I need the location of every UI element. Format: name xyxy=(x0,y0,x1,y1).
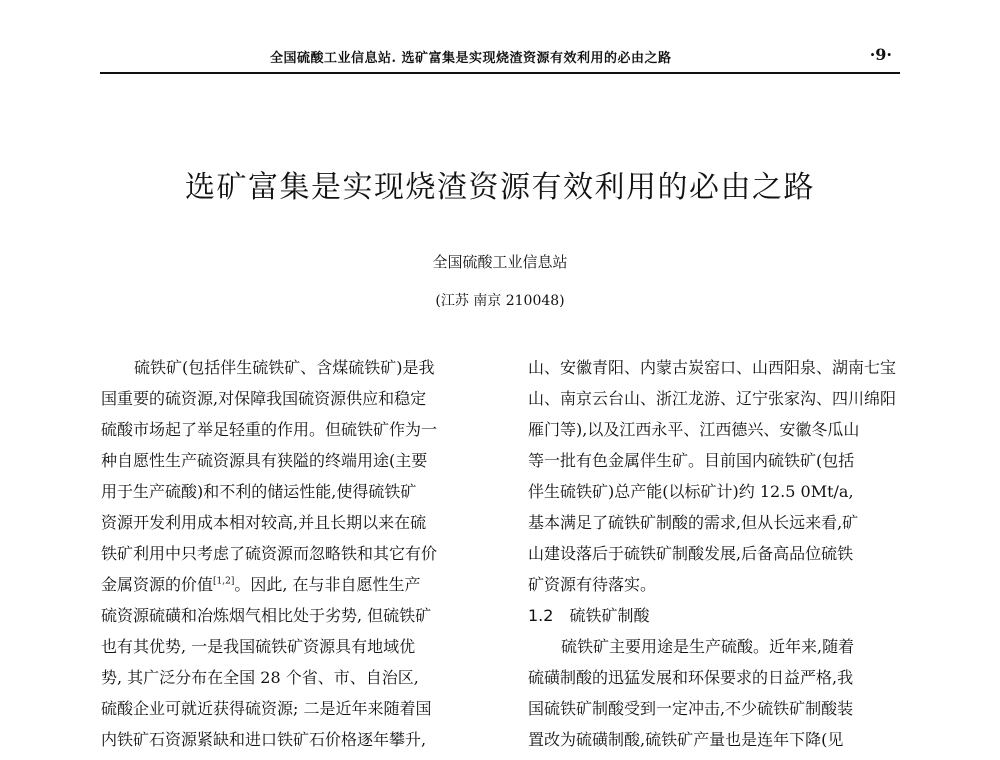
citation-line-suffix: 。因此, 在与非自愿性生产 xyxy=(234,575,421,594)
section-title: 硫铁矿制酸 xyxy=(569,606,650,625)
citation-reference: [1,2] xyxy=(213,576,235,587)
paragraph-line: 置改为硫磺制酸,硫铁矿产量也是连年下降(见 xyxy=(528,730,844,749)
paragraph-line: 硫铁矿(包括伴生硫铁矿、含煤硫铁矿)是我 xyxy=(134,358,435,377)
paragraph-line: 也有其优势, 一是我国硫铁矿资源具有地域优 xyxy=(101,637,416,656)
page-number: ·9· xyxy=(869,45,892,64)
paragraph-line xyxy=(101,569,477,600)
paragraph-line: 山、安徽青阳、内蒙古炭窑口、山西阳泉、湖南七宝 xyxy=(528,358,897,377)
section-number: 1.2 xyxy=(528,606,554,625)
paragraph-line: 种自愿性生产硫资源具有狭隘的终端用途(主要 xyxy=(101,451,428,470)
paragraph-line: 国硫铁矿制酸受到一定冲击,不少硫铁矿制酸装 xyxy=(528,699,854,718)
header-rule xyxy=(100,72,900,74)
article-affiliation: (江苏 南京 210048) xyxy=(435,293,565,309)
paragraph-line: 势, 其广泛分布在全国 28 个省、市、自治区, xyxy=(101,668,419,687)
right-column xyxy=(528,352,904,755)
left-column xyxy=(101,352,477,755)
running-header xyxy=(100,36,900,74)
paragraph-line: 伴生硫铁矿)总产能(以标矿计)约 12.5 0Mt/a, xyxy=(528,482,854,501)
paragraph-line: 硫磺制酸的迅猛发展和环保要求的日益严格,我 xyxy=(528,668,854,687)
running-title: 全国硫酸工业信息站. 选矿富集是实现烧渣资源有效利用的必由之路 xyxy=(270,51,672,66)
article-author: 全国硫酸工业信息站 xyxy=(432,253,568,271)
paragraph-line: 资源开发利用成本相对较高,并且长期以来在硫 xyxy=(101,513,427,532)
section-heading xyxy=(528,600,904,631)
paragraph-line: 国重要的硫资源,对保障我国硫资源供应和稳定 xyxy=(101,389,427,408)
paragraph-line: 矿资源有待落实。 xyxy=(528,575,657,594)
paragraph-line: 基本满足了硫铁矿制酸的需求,但从长远来看,矿 xyxy=(528,513,859,532)
paragraph-line: 用于生产硫酸)和不利的储运性能,使得硫铁矿 xyxy=(101,482,417,501)
paragraph-line: 山建设落后于硫铁矿制酸发展,后备高品位硫铁 xyxy=(528,544,854,563)
paragraph-line: 硫铁矿主要用途是生产硫酸。近年来,随着 xyxy=(561,637,855,656)
paragraph-line: 硫酸企业可就近获得硫资源; 二是近年来随着国 xyxy=(101,699,432,718)
paragraph-line: 硫资源硫磺和冶炼烟气相比处于劣势, 但硫铁矿 xyxy=(101,606,432,625)
paragraph-line: 硫酸市场起了举足轻重的作用。但硫铁矿作为一 xyxy=(101,420,438,439)
article-title: 选矿富集是实现烧渣资源有效利用的必由之路 xyxy=(185,170,815,205)
paragraph-line: 内铁矿石资源紧缺和进口铁矿石价格逐年攀升, xyxy=(101,730,427,749)
citation-line-prefix: 金属资源的价值 xyxy=(101,575,214,594)
paragraph-line: 等一批有色金属伴生矿。目前国内硫铁矿(包括 xyxy=(528,451,855,470)
paragraph-line: 铁矿利用中只考虑了硫资源而忽略铁和其它有价 xyxy=(101,544,438,563)
paragraph-line: 雁门等),以及江西永平、江西德兴、安徽冬瓜山 xyxy=(528,420,860,439)
paragraph-line: 山、南京云台山、浙江龙游、辽宁张家沟、四川绵阳 xyxy=(528,389,897,408)
